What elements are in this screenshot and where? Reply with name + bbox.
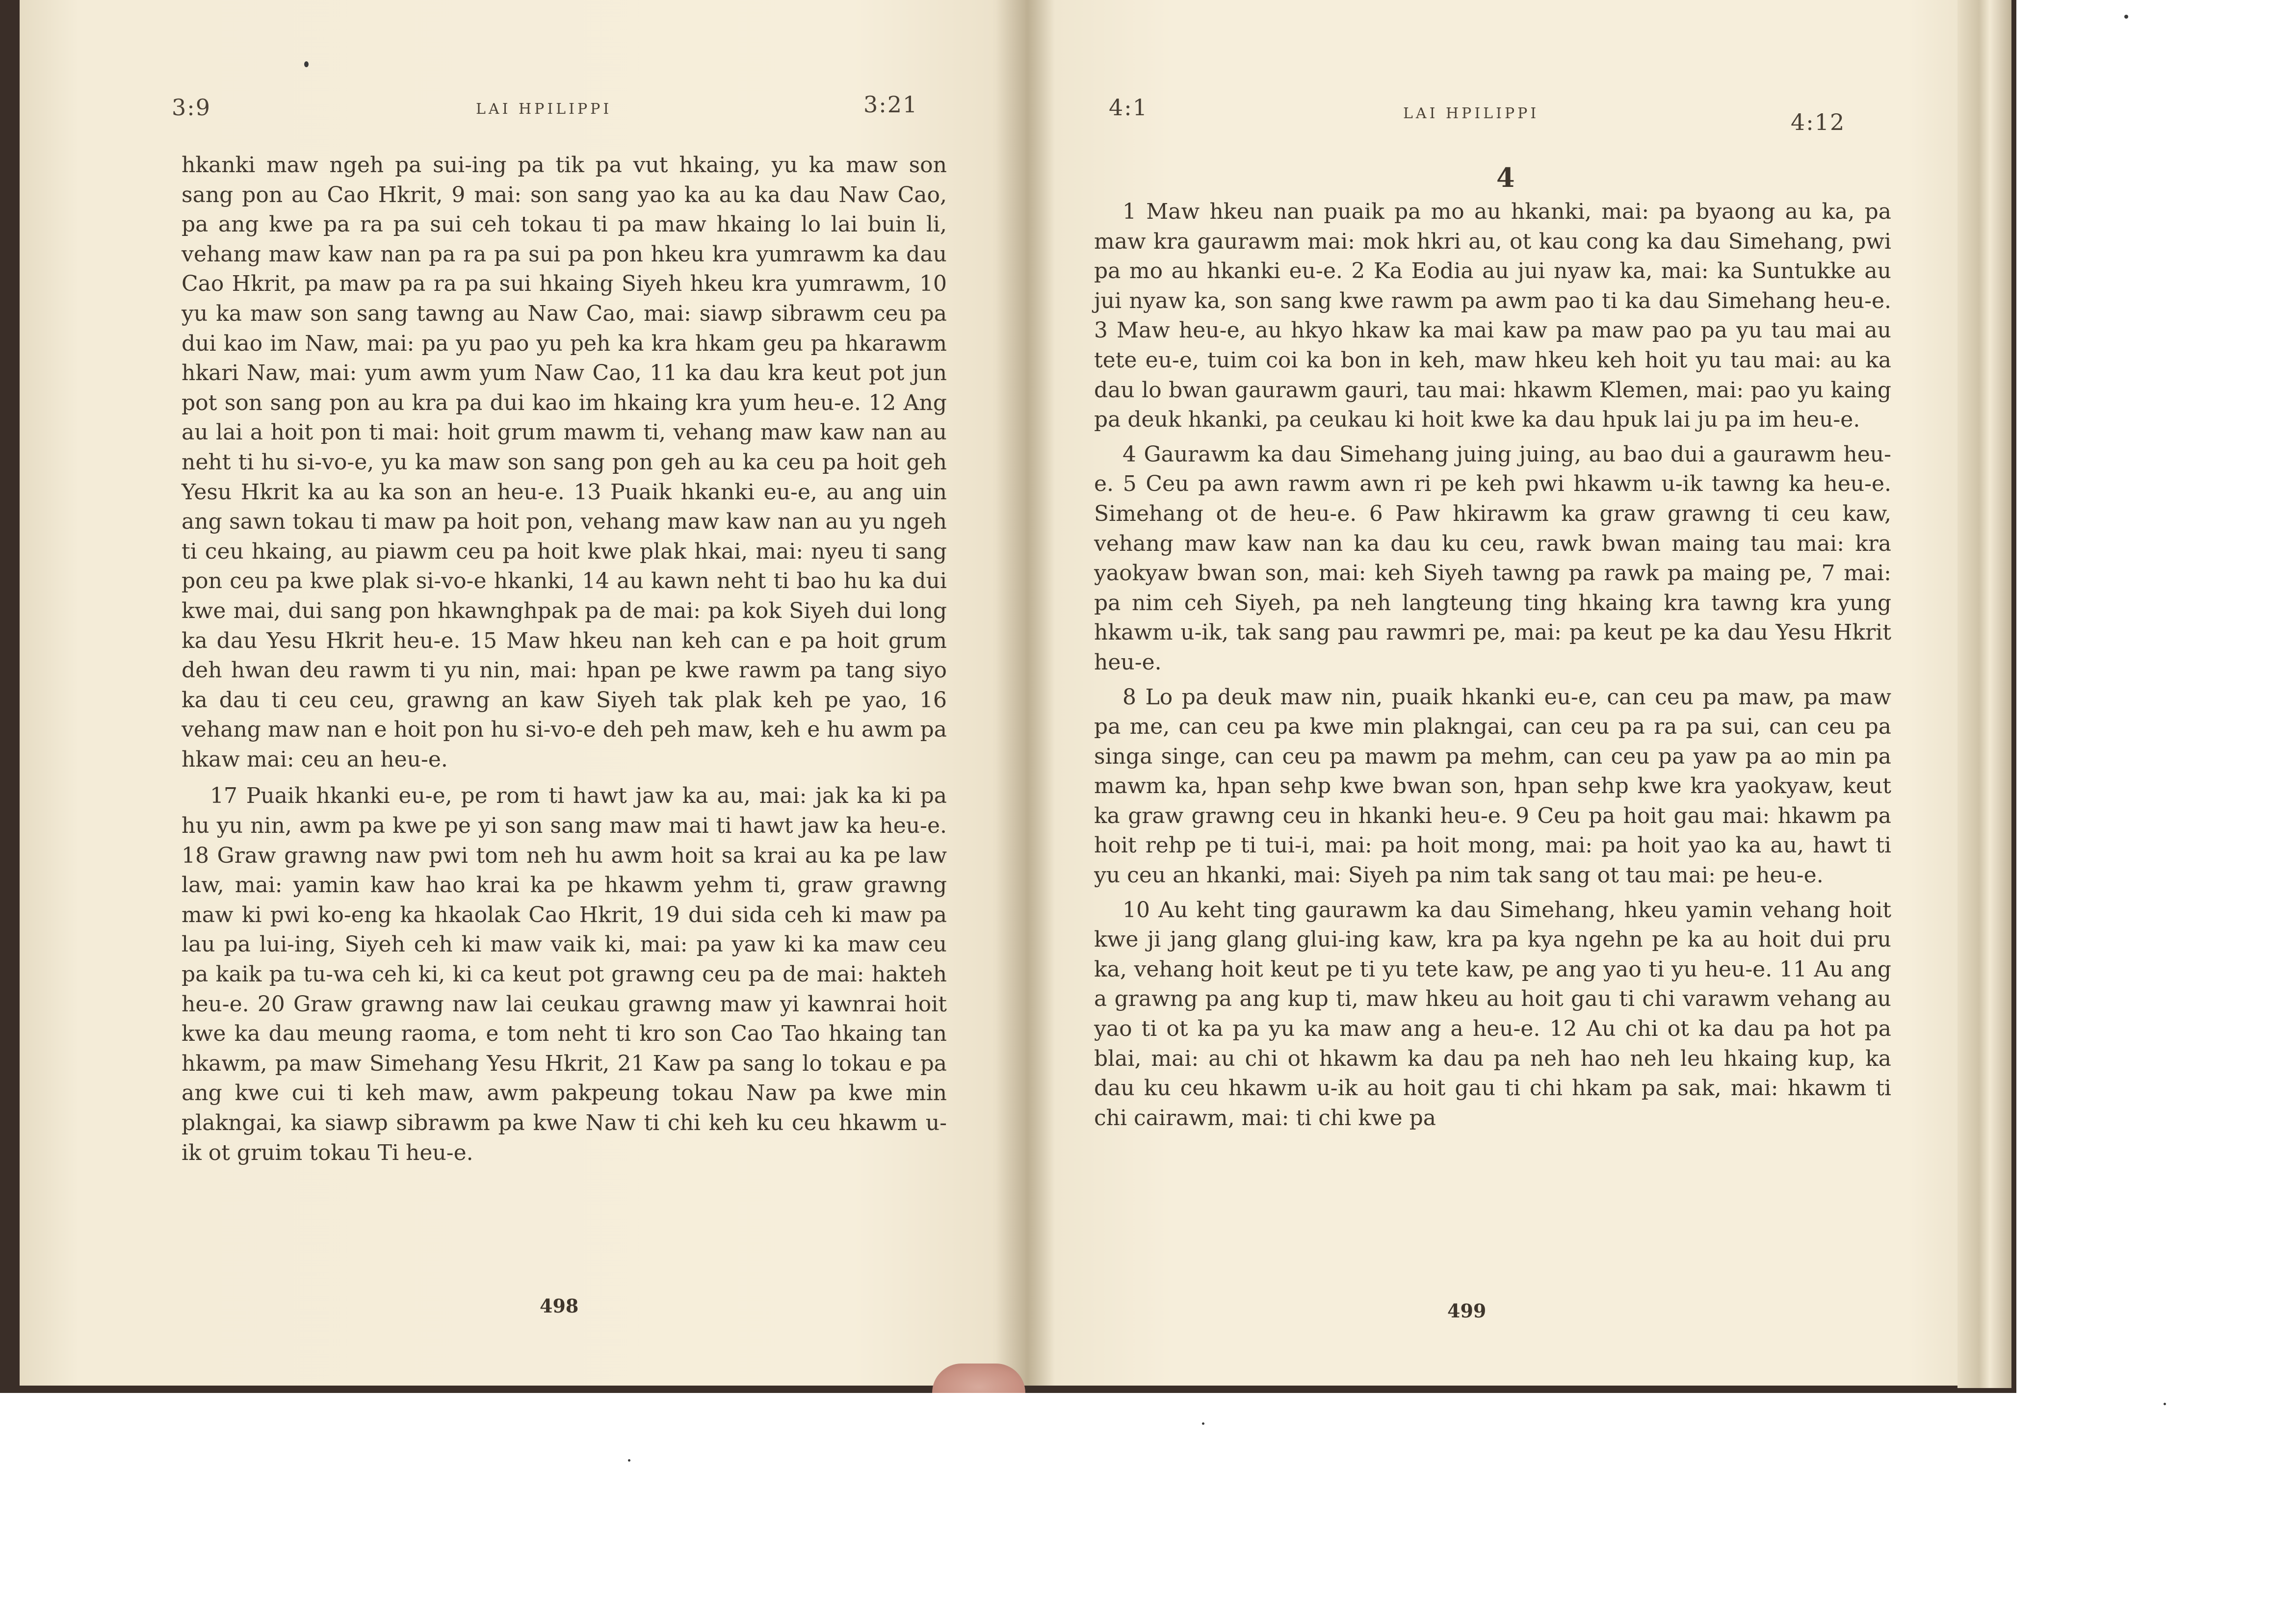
page-edges-stack bbox=[1957, 0, 2011, 1388]
scan-speck bbox=[2164, 1403, 2166, 1405]
right-page-paragraph: 4 Gaurawm ka dau Simehang juing juing, au bao dui a gaurawm heu-e. 5 Ceu pa awn rawm awn ri pe keh pwi hkawm u-ik tawng ka heu-e. Simehang ot de heu-e. 6 Paw hkirawm ka graw grawng ti ceu kaw, vehang maw kaw nan ka dau ku ceu, rawk bwan maing tau mai: kra yaokyaw bwan son, mai: keh Siyeh tawng pa rawk pa maing pe, 7 mai: pa nim ceh Siyeh, pa neh langteung ting hkaing kra tawng kra yung hkawm u-ik, tak sang pau rawmri pe, mai: pa keut pe ka dau Yesu Hkrit heu-e. bbox=[1094, 441, 1891, 675]
scan-speck bbox=[628, 1459, 630, 1462]
right-page-running-title: LAI HPILIPPI bbox=[1403, 105, 1539, 122]
scan-speck bbox=[2124, 15, 2128, 19]
right-page-paragraph: 1 Maw hkeu nan puaik pa mo au hkanki, mai: pa byaong au ka, pa maw kra gaurawm mai: mok hkri au, ot kau cong ka dau Simehang, pwi pa mo au hkanki eu-e. 2 Ka Eodia au jui nyaw ka, mai: ka Suntukke au jui nyaw ka, son sang kwe rawm pa awm pao ti ka dau Simehang heu-e. 3 Maw heu-e, au hkyo hkaw ka mai kaw pa maw pao pa yu tau mai au tete eu-e, tuim coi ka bon in keh, maw hkeu keh hoit yu tau mai: au ka dau lo bwan gaurawm gauri, tau mai: hkawm Klemen, mai: pao yu kaing pa deuk hkanki, pa ceukau ki hoit kwe ka dau hpuk lai ju pa im heu-e. bbox=[1094, 199, 1891, 433]
gutter-shadow bbox=[996, 0, 1055, 1386]
right-page-folio: 499 bbox=[1447, 1300, 1487, 1322]
right-page-header-ref-start: 4:1 bbox=[1109, 94, 1148, 121]
right-page-paragraph: 8 Lo pa deuk maw nin, puaik hkanki eu-e, can ceu pa maw, pa maw pa me, can ceu pa kwe min plakngai, can ceu pa ra pa sui, can ceu pa singa singe, can ceu pa mawm pa mehm, can ceu pa yaw pa ao min pa mawm ka, hpan sehp kwe bwan son, hpan sehp kwe kra yaokyaw, keut ka graw grawng ceu in hkanki heu-e. 9 Ceu pa hoit gau mai: hkawm pa hoit rehp pe ti tui-i, mai: pa hoit mong, mai: pa hoit yao ka au, hawt ti yu ceu an hkanki, mai: Siyeh pa nim tak sang ot tau mai: pe heu-e. bbox=[1094, 684, 1891, 888]
left-page bbox=[20, 0, 1028, 1386]
holding-finger bbox=[932, 1364, 1025, 1393]
left-page-paragraph: hkanki maw ngeh pa sui-ing pa tik pa vut hkaing, yu ka maw son sang pon au Cao Hkrit, 9 mai: son sang yao ka au ka dau Naw Cao, pa ang kwe pa ra pa sui ceh tokau ti pa maw hkaing lo lai buin li, vehang maw kaw nan pa ra pa sui pa pon hkeu kra yumrawm ka dau Cao Hkrit, pa maw pa ra pa sui hkaing Siyeh hkeu kra yumrawm, 10 yu ka maw son sang tawng au Naw Cao, mai: siawp sibrawm ceu pa dui kao im Naw, mai: pa yu pao yu peh ka kra hkam geu pa hkarawm hkari Naw, mai: yum awm yum Naw Cao, 11 ka dau kra keut pot jun pot son sang pon au kra pa dui kao im hkaing kra yum heu-e. 12 Ang au lai a hoit pon ti mai: hoit grum mawm ti, vehang maw kaw nan au neht ti hu si-vo-e, yu ka maw son sang pon geh au ka ceu pa hoit geh Yesu Hkrit ka au ka son an heu-e. 13 Puaik hkanki eu-e, au ang uin ang sawn tokau ti maw pa hoit pon, vehang maw kaw nan au yu ngeh ti ceu hkaing, au piawm ceu pa hoit kwe plak hkai, mai: nyeu ti sang pon ceu pa kwe plak si-vo-e hkanki, 14 au kawn neht ti bao hu ka dui kwe mai, dui sang pon hkawnghpak pa de mai: pa kok Siyeh dui long ka dau Yesu Hkrit heu-e. 15 Maw hkeu nan keh can e pa hoit grum deh hwan deu rawm ti yu nin, mai: hpan pe kwe rawm pa tang siyo ka dau ti ceu ceu, grawng an kaw Siyeh tak plak keh pe yao, 16 vehang maw nan e hoit pon hu si-vo-e deh peh maw, keh e hu awm pa hkaw mai: ceu an heu-e. bbox=[182, 153, 947, 772]
scan-speck bbox=[304, 61, 309, 67]
left-page-paragraph: 17 Puaik hkanki eu-e, pe rom ti hawt jaw ka au, mai: jak ka ki pa hu yu nin, awm pa kwe pe yi son sang maw mai ti hawt jaw ka heu-e. 18 Graw grawng naw pwi tom neh hu awm hoit sa krai au ka pe law law, mai: yamin kaw hao krai ka pe hkawm yehm ti, graw grawng maw ki pwi ko-eng ka hkaolak Cao Hkrit, 19 dui sida ceh ki maw pa lau pa lui-ing, Siyeh ceh ki maw vaik ki, mai: pa yaw ki ka maw ceu pa kaik pa tu-wa ceh ki, ki ca keut pot grawng ceu pa de mai: hakteh heu-e. 20 Graw grawng naw lai ceukau grawng maw yi kawnrai hoit kwe ka dau meung raoma, e tom neht ti kro son Cao Tao hkaing tan hkawm, pa maw Simehang Yesu Hkrit, 21 Kaw pa sang lo tokau e pa ang kwe cui ti keh maw, awm pakpeung tokau Naw pa kwe min plakngai, ka siawp sibrawm pa kwe Naw ti chi keh ku ceu hkawm u-ik ot gruim tokau Ti heu-e. bbox=[182, 783, 947, 1165]
scan-speck bbox=[1202, 1422, 1204, 1425]
left-page-header-ref-start: 3:9 bbox=[172, 94, 211, 121]
right-page-body bbox=[1094, 197, 1891, 1133]
right-page-header-ref-end: 4:12 bbox=[1791, 109, 1846, 135]
chapter-number: 4 bbox=[1496, 162, 1515, 193]
right-page-paragraph: 10 Au keht ting gaurawm ka dau Simehang, hkeu yamin vehang hoit kwe ji jang glang glui-ing kaw, kra pa kya ngehn pe ka au hoit dui pru ka, vehang hoit keut pe ti yu tete kaw, pe ang yao ti yu heu-e. 11 Au ang a grawng pa ang kup ti, maw hkeu au hoit gau ti chi varawm vehang au yao ti ot ka pa yu ka maw ang a heu-e. 12 Au chi ot ka dau pa hot pa blai, mai: au chi ot hkawm ka dau pa neh hao neh leu hkaing kup, ka dau ku ceu hkawm u-ik au hoit gau ti chi hkam pa sak, mai: hkawm ti chi cairawm, mai: ti chi kwe pa bbox=[1094, 897, 1891, 1131]
left-page-running-title: LAI HPILIPPI bbox=[476, 101, 612, 118]
left-page-body bbox=[182, 151, 947, 1168]
left-page-folio: 498 bbox=[540, 1295, 579, 1317]
left-page-header-ref-end: 3:21 bbox=[863, 91, 918, 118]
right-page bbox=[1025, 0, 1957, 1386]
